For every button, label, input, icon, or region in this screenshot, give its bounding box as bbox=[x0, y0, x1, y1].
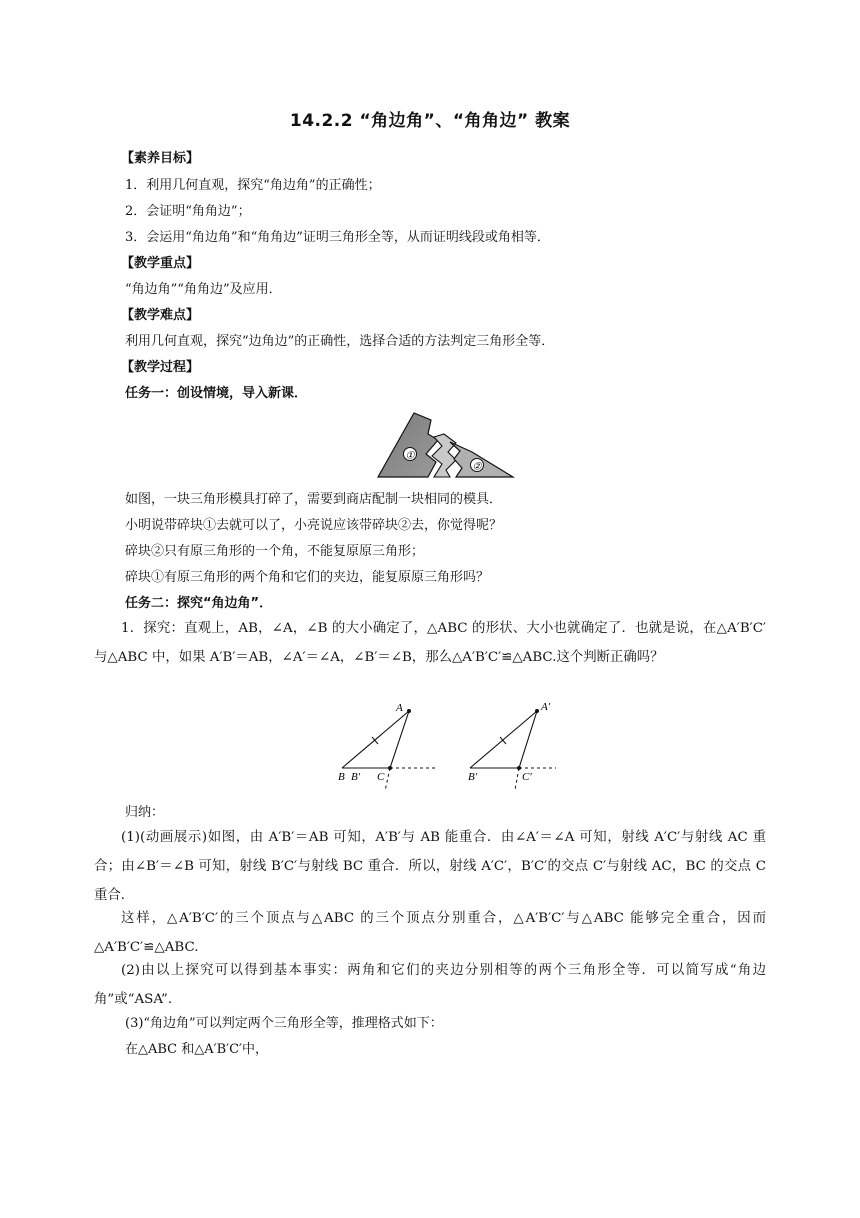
task-2-heading: 任务二：探究“角边角”． bbox=[125, 596, 273, 611]
goal-item-2: 2．会证明“角角边”； bbox=[125, 204, 251, 219]
goal-item-3: 3．会运用“角边角”和“角角边”证明三角形全等，从而证明线段或角相等． bbox=[125, 230, 550, 245]
triangle-abc bbox=[338, 702, 436, 791]
label-B-prime-left: B′ bbox=[351, 771, 361, 783]
paragraph-4: 碎块①有原三角形的两个角和它们的夹边，能复原原三角形吗？ bbox=[125, 570, 490, 585]
label-C: C bbox=[377, 771, 385, 783]
section-heading-key-points: 【教学重点】 bbox=[121, 256, 200, 271]
paragraph-1: 如图，一块三角形模具打碎了，需要到商店配制一块相同的模具． bbox=[125, 492, 503, 507]
summary-paragraph-3: (2)由以上探究可以得到基本事实：两角和它们的夹边分别相等的两个三角形全等．可以简写成“角边角”或“ASA”. bbox=[94, 963, 766, 1007]
triangle-a-prime-b-prime-c-prime bbox=[468, 701, 556, 790]
page-title: 14.2.2 “角边角”、“角角边” 教案 bbox=[289, 111, 571, 131]
goal-item-1: 1．利用几何直观，探究“角边角”的正确性； bbox=[125, 178, 381, 193]
section-heading-goals: 【素养目标】 bbox=[121, 151, 200, 166]
label-B-prime: B′ bbox=[468, 771, 478, 783]
triangle-piece-2 bbox=[450, 442, 513, 477]
broken-triangle-figure bbox=[376, 410, 516, 482]
key-points-text: “角边角”“角角边”及应用． bbox=[125, 282, 282, 297]
difficulties-text: 利用几何直观，探究“边角边”的正确性，选择合适的方法判定三角形全等． bbox=[125, 334, 555, 349]
label-B: B bbox=[338, 771, 345, 783]
triangles-asa-figure bbox=[330, 698, 560, 794]
summary-paragraph-4: (3)“角边角”可以判定两个三角形全等，推理格式如下： bbox=[125, 1016, 443, 1031]
task-1-heading: 任务一：创设情境，导入新课． bbox=[125, 386, 308, 401]
label-A: A bbox=[396, 702, 403, 714]
piece-1-label: ① bbox=[405, 450, 415, 462]
summary-paragraph-2: 这样，△A′B′C′的三个顶点与△ABC 的三个顶点分别重合，△A′B′C′与△ABC 能够完全重合，因而△A′B′C′≌△ABC. bbox=[94, 911, 766, 955]
piece-2-label: ② bbox=[472, 461, 482, 473]
explore-paragraph: 1．探究：直观上，AB，∠A，∠B 的大小确定了，△ABC 的形状、大小也就确定了．也就是说，在△A′B′C′与△ABC 中，如果 A′B′＝AB，∠A′＝∠A，∠B′＝∠B，那么△A′B′C′≌△ABC.这个判断正确吗？ bbox=[94, 621, 766, 665]
paragraph-2: 小明说带碎块①去就可以了，小亮说应该带碎块②去，你觉得呢？ bbox=[125, 518, 503, 533]
summary-paragraph-1: (1)(动画展示)如图，由 A′B′＝AB 可知，A′B′与 AB 能重合．由∠A′＝∠A 可知，射线 A′C′与射线 AC 重合；由∠B′＝∠B 可知，射线 B′C′与射线 BC 重合．所以，射线 A′C′，B′C′的交点 C′与射线 AC，BC 的交点 C 重合． bbox=[94, 830, 766, 903]
label-C-prime: C′ bbox=[522, 771, 532, 783]
triangle-piece-1 bbox=[378, 413, 438, 477]
section-heading-process: 【教学过程】 bbox=[121, 360, 200, 375]
summary-heading: 归纳： bbox=[125, 805, 165, 820]
paragraph-3: 碎块②只有原三角形的一个角，不能复原原三角形； bbox=[125, 544, 425, 559]
section-heading-difficulties: 【教学难点】 bbox=[121, 308, 200, 323]
label-A-prime: A′ bbox=[541, 701, 551, 713]
summary-paragraph-5: 在△ABC 和△A′B′C′中， bbox=[125, 1042, 269, 1057]
